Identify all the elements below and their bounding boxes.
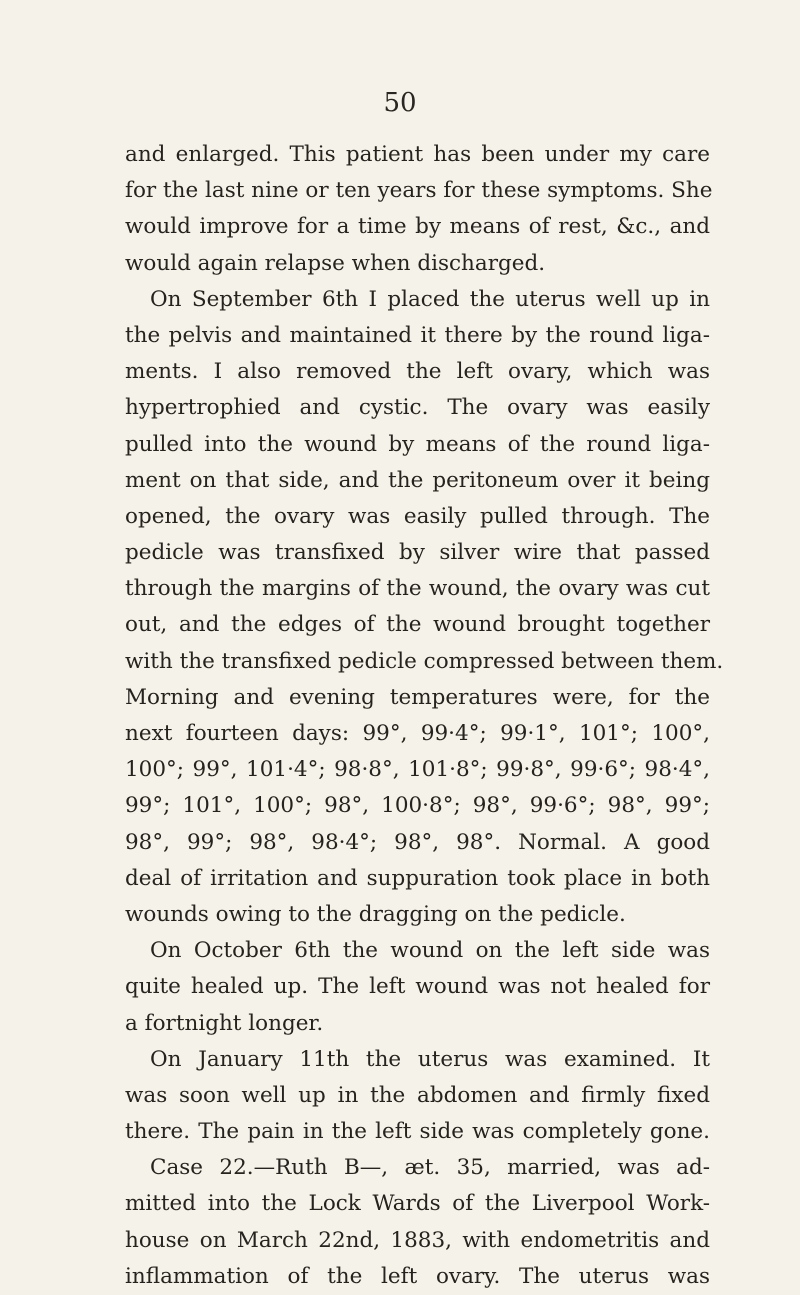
text-line: 99°; 101°, 100°; 98°, 100·8°; 98°, 99·6°; 98°, 99°; [125,793,710,819]
text-line: quite healed up. The left wound was not healed for [125,974,710,1000]
text-line: On January 11th the uterus was examined. It [150,1046,710,1072]
text-line: pedicle was transfixed by silver wire that passed [125,540,710,566]
text-line: mitted into the Lock Wards of the Liverpool Work- [125,1191,710,1217]
text-line: opened, the ovary was easily pulled through. The [125,503,710,529]
text-line: deal of irritation and suppuration took place in both [125,865,710,891]
text-line: would improve for a time by means of rest, &c., and [125,214,710,240]
text-line: for the last nine or ten years for these symptoms. She [125,178,713,204]
text-line: wounds owing to the dragging on the pedicle. [125,901,626,927]
text-line: On September 6th I placed the uterus well up in [150,286,710,312]
text-line: Case 22.—Ruth B—, æt. 35, married, was ad- [150,1155,710,1181]
text-line: with the transfixed pedicle compressed between them. [125,648,724,674]
text-line: 100°; 99°, 101·4°; 98·8°, 101·8°; 99·8°, 99·6°; 98·4°, [125,757,710,783]
text-line: On October 6th the wound on the left side was [150,938,710,964]
body-text [125,137,724,1295]
text-line: a fortnight longer. [125,1010,324,1036]
text-line: out, and the edges of the wound brought together [125,612,710,638]
text-line: next fourteen days: 99°, 99·4°; 99·1°, 101°; 100°, [125,721,710,746]
text-line: was soon well up in the abdomen and firmly fixed [125,1082,710,1108]
text-line: through the margins of the wound, the ovary was cut [125,576,710,602]
text-line: would again relapse when discharged. [125,250,546,276]
text-line: house on March 22nd, 1883, with endometritis and [125,1227,710,1253]
page-number: 50 [383,88,417,118]
text-line: pulled into the wound by means of the round liga- [125,431,710,457]
text-line: and enlarged. This patient has been under my care [125,142,710,167]
text-line: inflammation of the left ovary. The uterus was [125,1263,710,1289]
text-line: ment on that side, and the peritoneum over it being [125,467,710,493]
text-line: hypertrophied and cystic. The ovary was easily [125,395,710,421]
text-line: ments. I also removed the left ovary, which was [125,359,710,385]
text-line: Morning and evening temperatures were, for the [125,684,710,710]
text-line: 98°, 99°; 98°, 98·4°; 98°, 98°. Normal. A good [125,829,710,855]
text-line: there. The pain in the left side was completely gone. [125,1119,710,1145]
text-line: the pelvis and maintained it there by the round liga- [125,322,710,348]
